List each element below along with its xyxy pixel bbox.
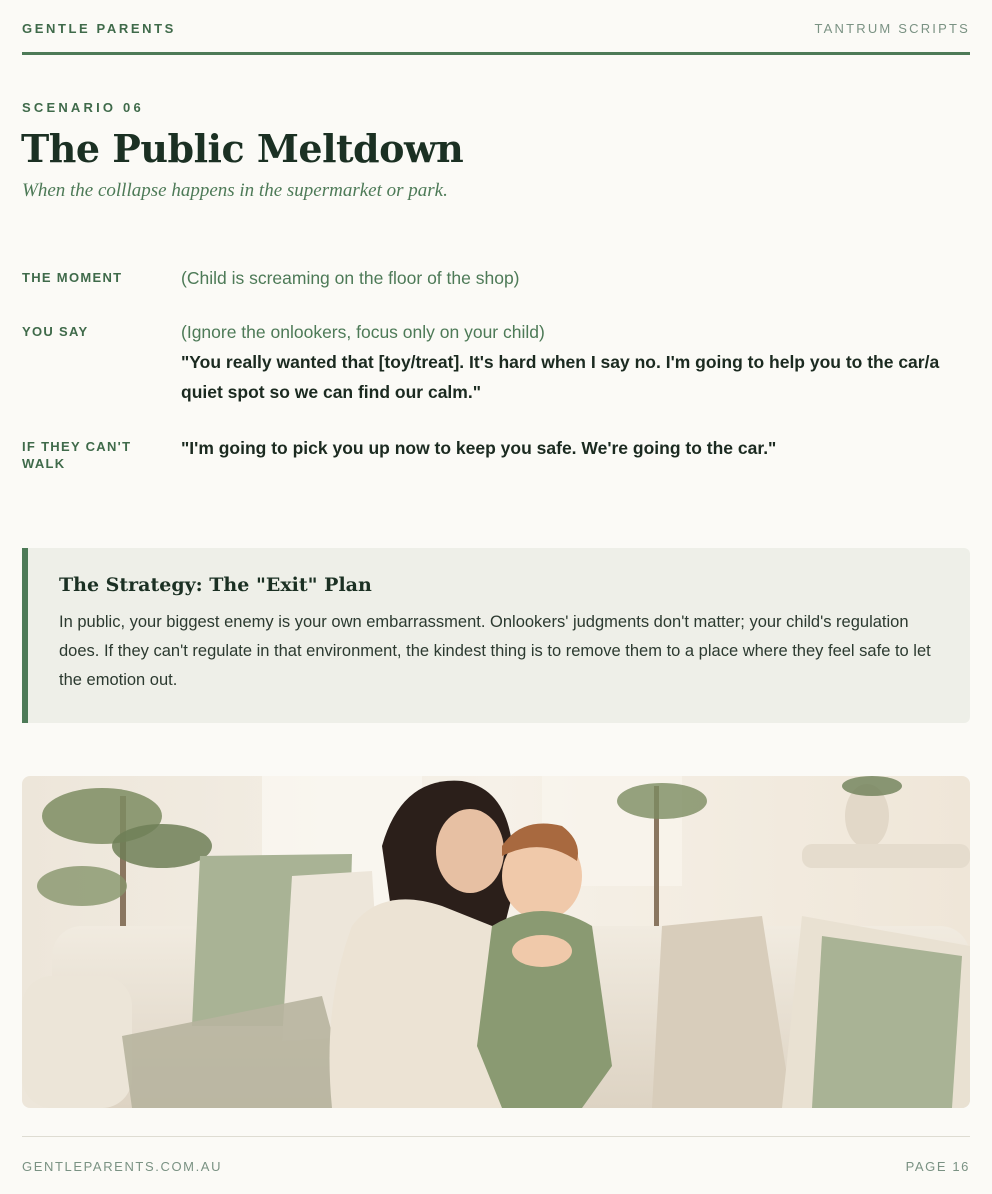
page-title: The Public Meltdown (21, 126, 464, 171)
script-row-label: THE MOMENT (22, 270, 123, 285)
script-line: "I'm going to pick you up now to keep you safe. We're going to the car." (181, 438, 777, 458)
scenario-label: SCENARIO 06 (22, 100, 144, 115)
script-row-cant-walk (22, 433, 952, 472)
script-row-body (181, 317, 952, 407)
script-row-moment (22, 263, 952, 293)
script-line: "You really wanted that [toy/treat]. It's hard when I say no. I'm going to help you to the car/a quiet spot so we can find our calm." (181, 352, 940, 402)
strategy-text: In public, your biggest enemy is your own embarrassment. Onlookers' judgments don't matter; your child's regulation does. If they can't regulate in that environment, the kindest thing is to remove them to a place where they feel safe to let the emotion out. (59, 613, 931, 689)
photo-illustration (22, 776, 970, 1108)
strategy-title: The Strategy: The "Exit" Plan (59, 574, 372, 596)
script-row-label: IF THEY CAN'T WALK (22, 439, 132, 471)
mother-and-child-photo (22, 776, 970, 1108)
stage-direction: (Child is screaming on the floor of the shop) (181, 268, 520, 288)
document-title: TANTRUM SCRIPTS (814, 21, 970, 36)
script-row-you-say (22, 317, 952, 407)
page-subtitle: When the colllapse happens in the supermarket or park. (22, 180, 448, 201)
footer-website: GENTLEPARENTS.COM.AU (22, 1159, 223, 1174)
page-footer (22, 1136, 970, 1176)
brand-name: GENTLE PARENTS (22, 21, 176, 36)
stage-direction: (Ignore the onlookers, focus only on your child) (181, 322, 545, 342)
script-row-label: YOU SAY (22, 324, 89, 339)
strategy-callout (22, 548, 970, 723)
page-header (22, 18, 970, 55)
page-number: PAGE 16 (905, 1159, 970, 1174)
